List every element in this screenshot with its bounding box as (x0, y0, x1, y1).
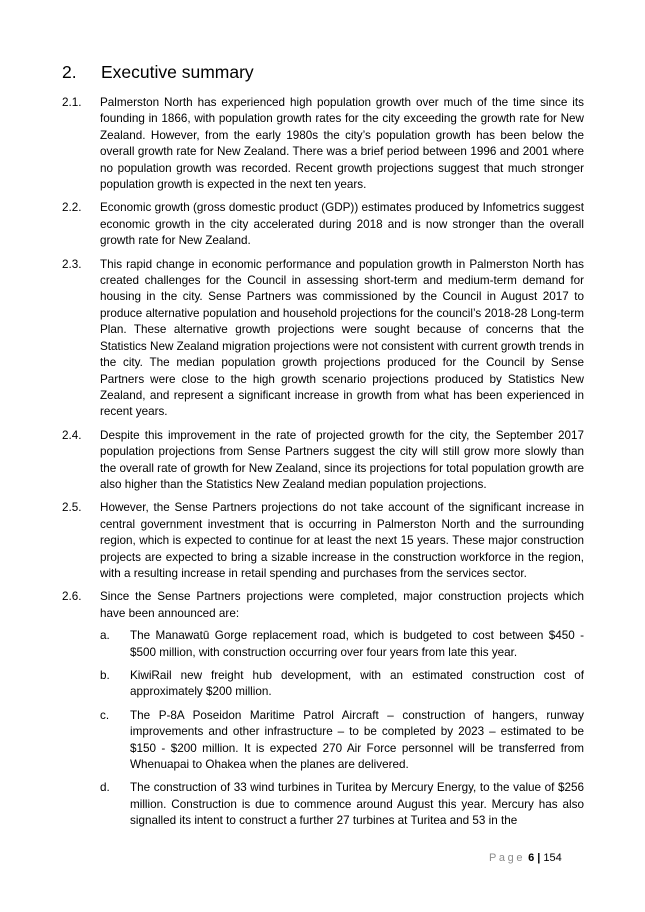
project-text: The construction of 33 wind turbines in Turitea by Mercury Energy, to the value of $256 million. Construction is due to commence around August this year. Mercury has also signalled its intent to construct a further 27 turbines at Turitea and 53 in the (130, 781, 584, 828)
project-letter: a. (100, 629, 110, 643)
section-title: Executive summary (101, 62, 254, 82)
paragraph-2-1 (62, 95, 584, 193)
projects-list (62, 628, 584, 829)
page-footer (489, 850, 562, 866)
project-letter: d. (100, 781, 110, 795)
paragraph-number: 2.2. (62, 201, 82, 215)
section-number: 2. (62, 62, 77, 82)
paragraph-number: 2.1. (62, 96, 82, 109)
total-pages: 154 (543, 852, 562, 864)
paragraph-number: 2.4. (62, 428, 82, 442)
project-text: The P-8A Poseidon Maritime Patrol Aircraft – construction of hangers, runway improvements and other infrastructure – to be completed by 2023 – estimated to be $150 - $200 million. It is expected 270 Air Force personnel will be transferred from Whenuapai to Ohakea when the planes are delivered. (130, 708, 584, 772)
paragraph-text: Economic growth (gross domestic product (GDP)) estimates produced by Infometrics suggest economic growth in the city accelerated during 2018 and is now stronger than the overall growth rate for New Zealand. (100, 201, 584, 248)
paragraph-number: 2.5. (62, 501, 82, 515)
paragraph-text: Since the Sense Partners projections were completed, major construction projects which have been announced are: (100, 590, 584, 620)
paragraph-2-2 (62, 200, 584, 249)
document-body (62, 95, 584, 837)
paragraph-text: However, the Sense Partners projections do not take account of the significant increase in central government investment that is occurring in Palmerston North and the surrounding region, which is expected to continue for at least the next 15 years. These major construction projects are expected to bring a sizable increase in the construction workforce in the region, with a resulting increase in retail spending and purchases from the services sector. (100, 501, 584, 580)
project-letter: c. (100, 708, 110, 722)
paragraph-2-6 (62, 589, 584, 622)
paragraph-text: This rapid change in economic performance and population growth in Palmerston North has created challenges for the Council in assessing short-term and medium-term demand for housing in the city. Sense Partners was commissioned by the Council in August 2017 to produce alternative population and household projections for the council’s 2018-28 Long-term Plan. These alternative growth projections were sought because of concerns that the Statistics New Zealand migration projections were not consistent with current growth trends in the city. The median population growth projections produced for the Council by Sense Partners were close to the high growth scenario projections produced by Statistics New Zealand, and represent a significant increase in growth from what has been experienced in recent years. (100, 257, 584, 419)
paragraph-2-3 (62, 257, 584, 421)
project-item-a (62, 628, 584, 661)
paragraph-number: 2.6. (62, 590, 82, 604)
paragraph-2-4 (62, 428, 584, 494)
project-item-b (62, 668, 584, 701)
project-item-d (62, 780, 584, 829)
project-item-c (62, 708, 584, 774)
page-label: Page (489, 852, 526, 864)
project-text: The Manawatū Gorge replacement road, which is budgeted to cost between $450 - $500 million, with construction occurring over four years from late this year. (130, 629, 584, 659)
project-letter: b. (100, 669, 110, 682)
paragraph-text: Palmerston North has experienced high population growth over much of the time since its founding in 1866, with population growth rates for the city exceeding the growth rate for New Zealand. However, from the early 1980s the city’s population growth has been below the overall growth rate for New Zealand. There was a brief period between 1996 and 2001 where no population growth was recorded. Recent growth projections suggest that much stronger population growth is expected in the next ten years. (100, 96, 584, 192)
page-number: 6 (528, 852, 535, 864)
section-heading (62, 60, 254, 84)
paragraph-2-5 (62, 500, 584, 582)
paragraph-number: 2.3. (62, 257, 82, 271)
project-text: KiwiRail new freight hub development, with an estimated construction cost of approximately $200 million. (130, 669, 584, 699)
page-separator: | (537, 852, 541, 864)
paragraph-text: Despite this improvement in the rate of projected growth for the city, the September 2017 population projections from Sense Partners suggest the city will still grow more slowly than the overall rate of growth for New Zealand, since its projections for total population growth are also higher than the Statistics New Zealand median population projections. (100, 428, 584, 491)
